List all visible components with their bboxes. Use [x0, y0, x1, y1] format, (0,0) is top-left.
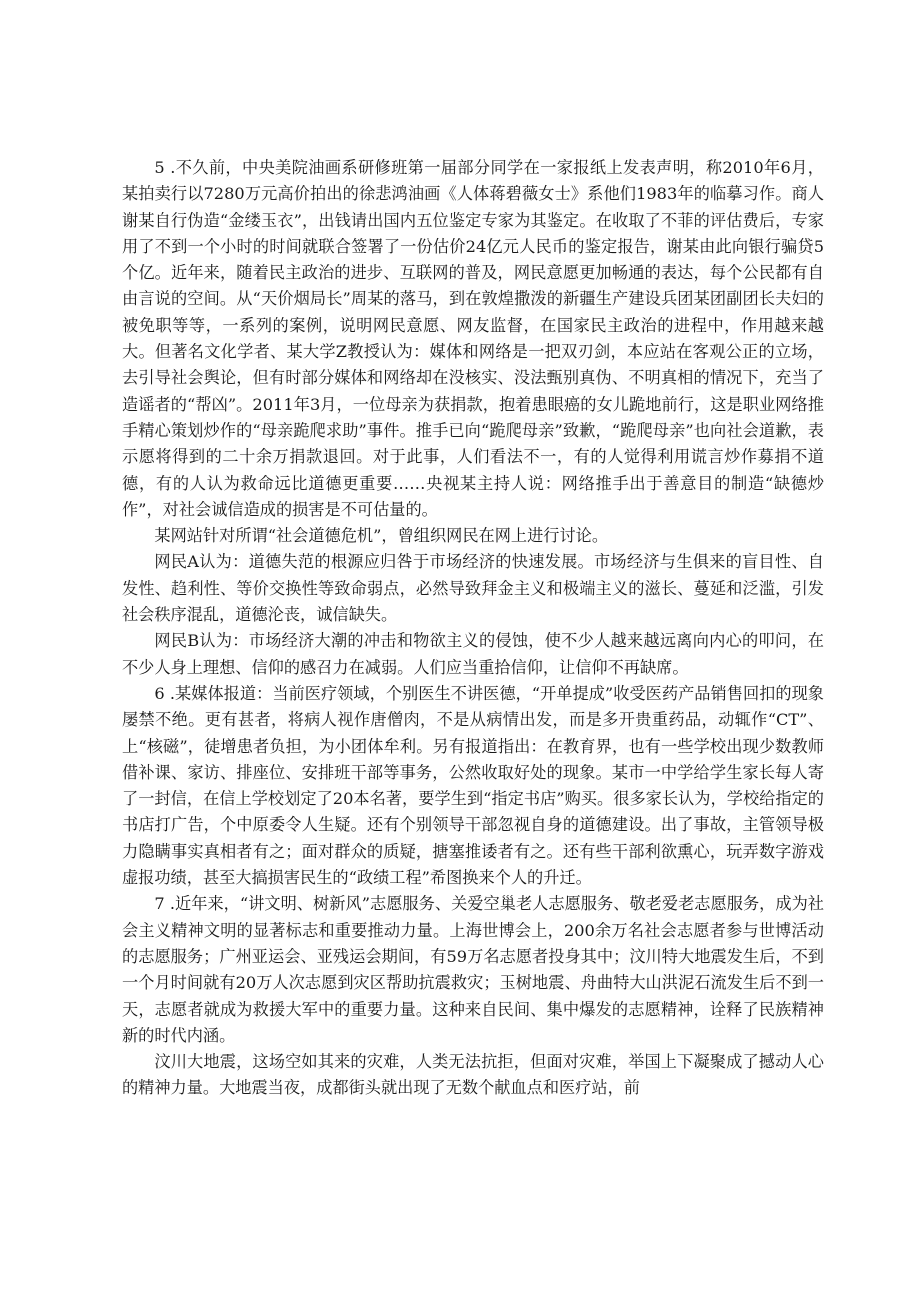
paragraph-netizen-a: 网民A认为：道德失范的根源应归咎于市场经济的快速发展。市场经济与生俱来的盲目性、自发性、趋利性、等价交换性等致命弱点，必然导致拜金主义和极端主义的滋长、蔓延和泛滥，引发社会秩序混乱，道德沦丧，诚信缺失。	[122, 552, 824, 625]
paragraph-website-discussion: 某网站针对所谓“社会道德危机”，曾组织网民在网上进行讨论。	[154, 526, 609, 546]
paragraph-wenchuan-earthquake: 汶川大地震，这场空如其来的灾难，人类无法抗拒，但面对灾难，举国上下凝聚成了撼动人心的精神力量。大地震当夜，成都街头就出现了无数个献血点和医疗站，前	[122, 1052, 824, 1098]
paragraph-6-media-report: 6 .某媒体报道：当前医疗领域，个别医生不讲医德，“开单提成”收受医药产品销售回扣的现象屡禁不绝。更有甚者，将病人视作唐僧肉，不是从病情出发，而是多开贵重药品，动辄作“CT”、上“核磁”，徒增患者负担，为小团体牟利。另有报道指出：在教育界，也有一些学校出现少数教师借补课、家访、排座位、安排班干部等事务，公然收取好处的现象。某市一中学给学生家长每人寄了一封信，在信上学校划定了20本名著，要学生到“指定书店”购买。很多家长认为，学校给指定的书店打广告，个中原委令人生疑。还有个别领导干部忽视自身的道德建设。出了事故，主管领导极力隐瞒事实真相者有之；面对群众的质疑，搪塞推诿者有之。还有些干部利欲熏心，玩弄数字游戏虚报功绩，甚至大搞损害民生的“政绩工程”希图换来个人的升迁。	[122, 683, 824, 888]
document-body	[122, 155, 824, 1102]
paragraph-7-volunteers: 7 .近年来，“讲文明、树新风”志愿服务、关爱空巢老人志愿服务、敬老爱老志愿服务，成为社会主义精神文明的显著标志和重要推动力量。上海世博会上，200余万名社会志愿者参与世博活动的志愿服务；广州亚运会、亚残运会期间，有59万名志愿者投身其中；汶川特大地震发生后，不到一个月时间就有20万人次志愿到灾区帮助抗震救灾；玉树地震、舟曲特大山洪泥石流发生后不到一天，志愿者就成为救援大军中的重要力量。这种来自民间、集中爆发的志愿精神，诠释了民族精神新的时代内涵。	[122, 894, 824, 1045]
paragraph-5-media-and-network: 5 .不久前，中央美院油画系研修班第一届部分同学在一家报纸上发表声明，称2010年6月，某拍卖行以7280万元高价拍出的徐悲鸿油画《人体蒋碧薇女士》系他们1983年的临摹习作。商人谢某自行伪造“金缕玉衣”，出钱请出国内五位鉴定专家为其鉴定。在收取了不菲的评估费后，专家用了不到一个小时的时间就联合签署了一份估价24亿元人民币的鉴定报告，谢某由此向银行骗贷5个亿。近年来，随着民主政治的进步、互联网的普及，网民意愿更加畅通的表达，每个公民都有自由言说的空间。从“天价烟局长”周某的落马，到在敦煌撒泼的新疆生产建设兵团某团副团长夫妇的被免职等等，一系列的案例，说明网民意愿、网友监督，在国家民主政治的进程中，作用越来越大。但著名文化学者、某大学Z教授认为：媒体和网络是一把双刃剑，本应站在客观公正的立场，去引导社会舆论，但有时部分媒体和网络却在没核实、没法甄别真伪、不明真相的情况下，充当了造谣者的“帮凶”。2011年3月，一位母亲为获捐款，抱着患眼癌的女儿跪地前行，这是职业网络推手精心策划炒作的“母亲跪爬求助”事件。推手已向“跪爬母亲”致歉，“跪爬母亲”也向社会道歉，表示愿将得到的二十余万捐款退回。对于此事，人们看法不一，有的人觉得利用谎言炒作募捐不道德，有的人认为救命远比道德更重要……央视某主持人说：网络推手出于善意目的制造“缺德炒作”，对社会诚信造成的损害是不可估量的。	[122, 158, 824, 519]
paragraph-netizen-b: 网民B认为：市场经济大潮的冲击和物欲主义的侵蚀，使不少人越来越远离向内心的叩问，在不少人身上理想、信仰的感召力在减弱。人们应当重拾信仰，让信仰不再缺席。	[122, 631, 824, 677]
